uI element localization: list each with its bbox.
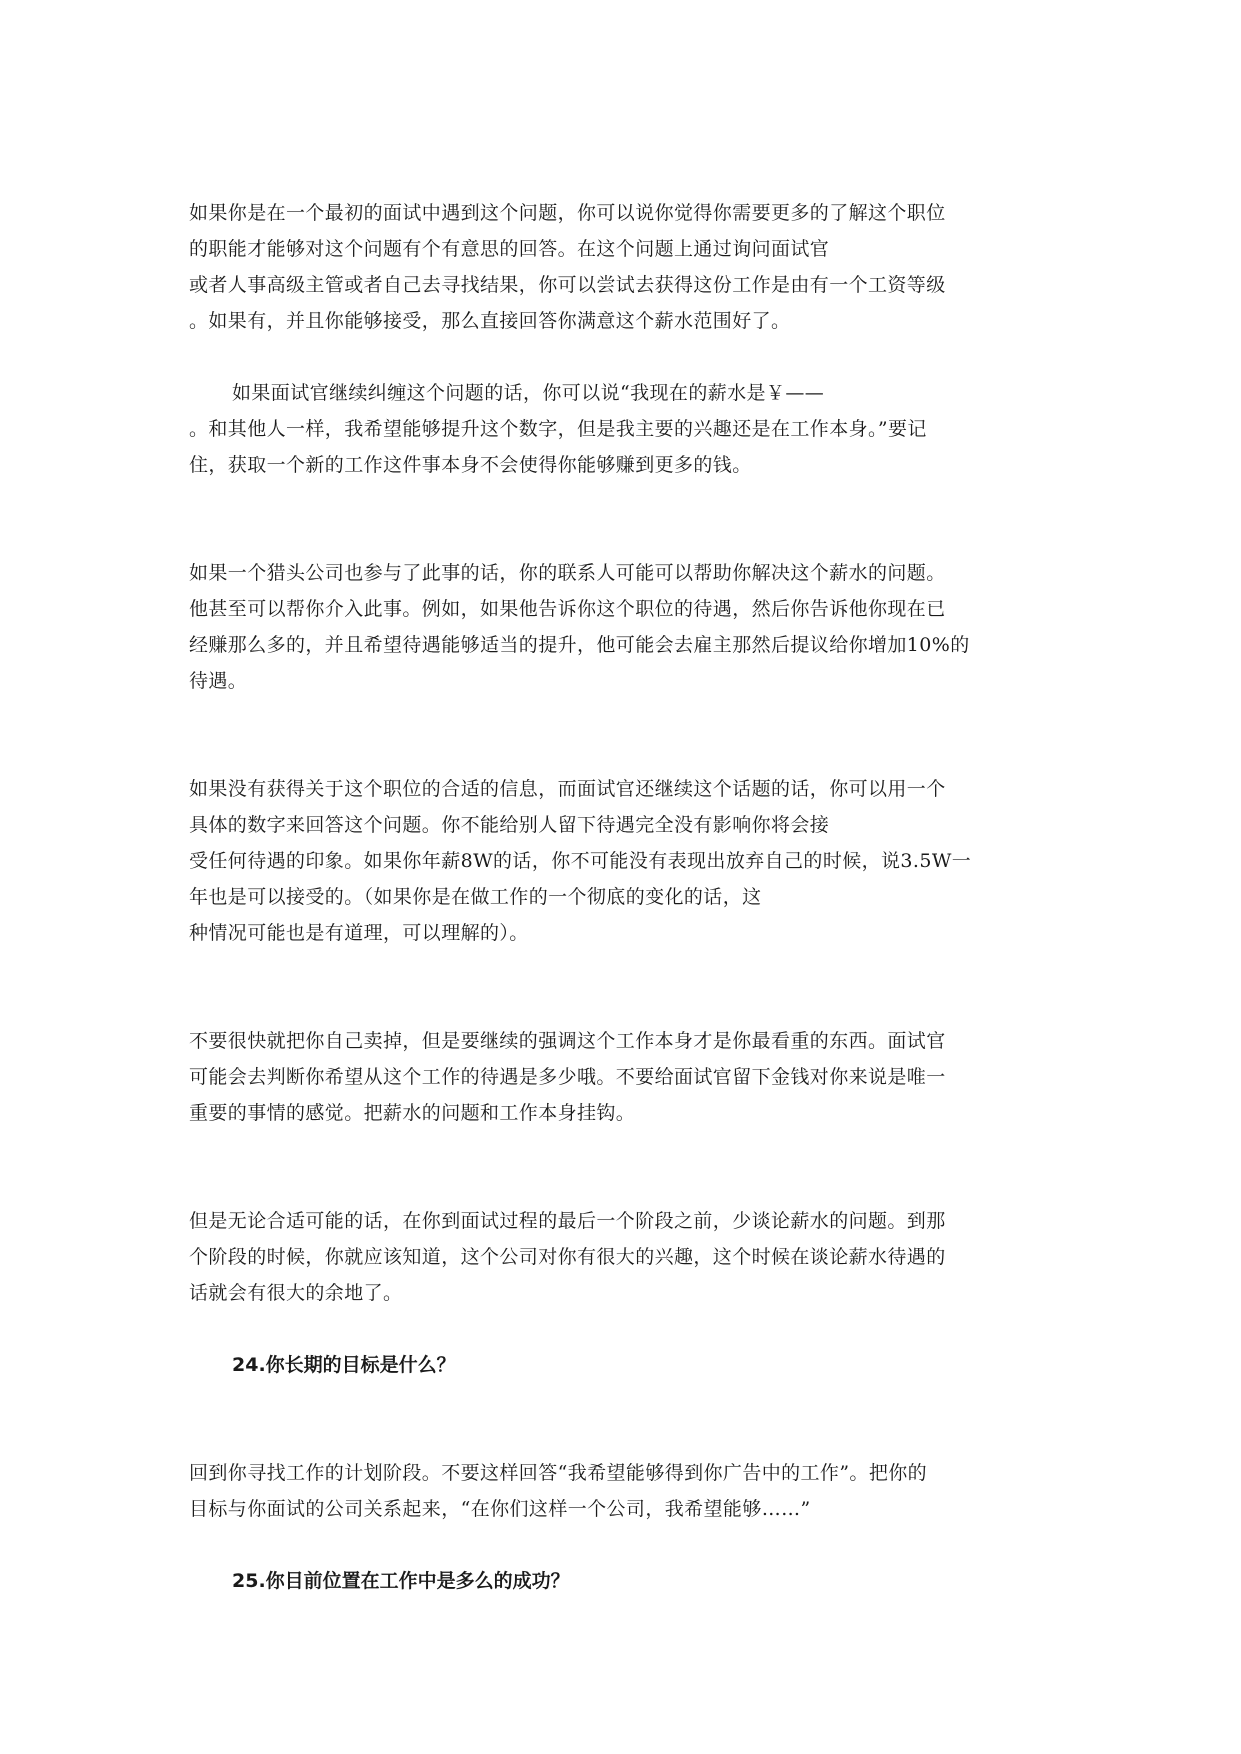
paragraph-line: 住，获取一个新的工作这件事本身不会使得你能够赚到更多的钱。: [189, 454, 752, 476]
paragraph-line: 不要很快就把你自己卖掉，但是要继续的强调这个工作本身才是你最看重的东西。面试官: [189, 1030, 946, 1052]
paragraph-line: 。如果有，并且你能够接受，那么直接回答你满意这个薪水范围好了。: [189, 310, 791, 332]
paragraph-line: 如果面试官继续纠缠这个问题的话，你可以说“我现在的薪水是￥——: [232, 382, 825, 404]
question-heading: 24.你长期的目标是什么？: [232, 1354, 456, 1376]
question-heading: 25.你目前位置在工作中是多么的成功？: [232, 1570, 570, 1592]
paragraph-line: 。和其他人一样，我希望能够提升这个数字，但是我主要的兴趣还是在工作本身。”要记: [189, 418, 927, 440]
paragraph-line: 年也是可以接受的。（如果你是在做工作的一个彻底的变化的话，这: [189, 886, 762, 908]
paragraph-line: 回到你寻找工作的计划阶段。不要这样回答“我希望能够得到你广告中的工作”。把你的: [189, 1462, 928, 1484]
paragraph-line: 如果没有获得关于这个职位的合适的信息，而面试官还继续这个话题的话，你可以用一个: [189, 778, 946, 800]
paragraph-line: 种情况可能也是有道理，可以理解的）。: [189, 922, 529, 944]
paragraph-line: 受任何待遇的印象。如果你年薪8W的话，你不可能没有表现出放弃自己的时候，说3.5W一: [189, 850, 972, 872]
paragraph-line: 如果你是在一个最初的面试中遇到这个问题，你可以说你觉得你需要更多的了解这个职位: [189, 202, 946, 224]
paragraph-line: 话就会有很大的余地了。: [189, 1282, 403, 1304]
paragraph-line: 他甚至可以帮你介入此事。例如，如果他告诉你这个职位的待遇，然后你告诉他你现在已: [189, 598, 946, 620]
paragraph-line: 经赚那么多的，并且希望待遇能够适当的提升，他可能会去雇主那然后提议给你增加10%的: [189, 634, 970, 656]
paragraph-line: 如果一个猎头公司也参与了此事的话，你的联系人可能可以帮助你解决这个薪水的问题。: [189, 562, 946, 584]
paragraph-line: 个阶段的时候，你就应该知道，这个公司对你有很大的兴趣，这个时候在谈论薪水待遇的: [189, 1246, 946, 1268]
paragraph-line: 但是无论合适可能的话，在你到面试过程的最后一个阶段之前，少谈论薪水的问题。到那: [189, 1210, 946, 1232]
paragraph-line: 的职能才能够对这个问题有个有意思的回答。在这个问题上通过询问面试官: [189, 238, 830, 260]
paragraph-line: 目标与你面试的公司关系起来，“在你们这样一个公司，我希望能够……”: [189, 1498, 811, 1520]
paragraph-line: 待遇。: [189, 670, 248, 692]
paragraph-line: 可能会去判断你希望从这个工作的待遇是多少哦。不要给面试官留下金钱对你来说是唯一: [189, 1066, 946, 1088]
paragraph-line: 重要的事情的感觉。把薪水的问题和工作本身挂钩。: [189, 1102, 636, 1124]
paragraph-line: 或者人事高级主管或者自己去寻找结果，你可以尝试去获得这份工作是由有一个工资等级: [189, 274, 946, 296]
paragraph-line: 具体的数字来回答这个问题。你不能给别人留下待遇完全没有影响你将会接: [189, 814, 830, 836]
